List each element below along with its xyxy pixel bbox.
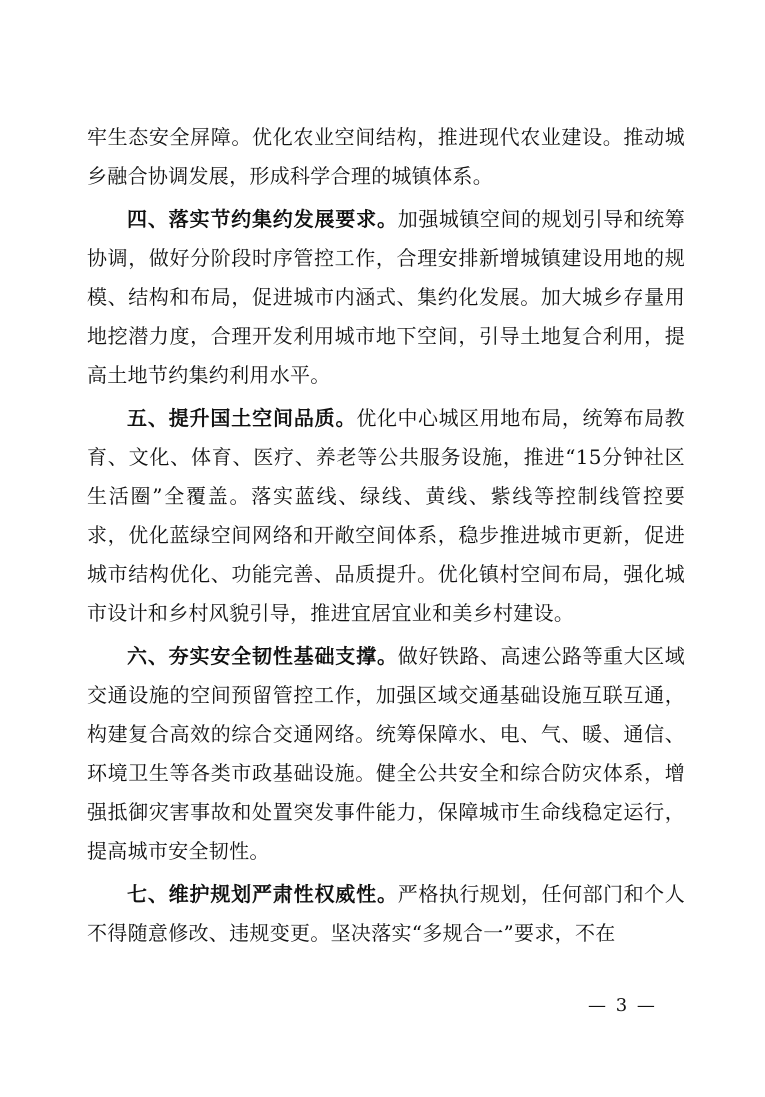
paragraph-text: 做好铁路、高速公路等重大区域交通设施的空间预留管控工作，加强区域交通基础设施互联互通，构建复合高效的综合交通网络。统筹保障水、电、气、暖、通信、环境卫生等各类市政基础设施。健全公共安全和综合防灾体系，增强抵御灾害事故和处置突发事件能力，保障城市生命线稳定运行，提高城市安全韧性。: [87, 644, 685, 863]
section-heading: 七、维护规划严肃性权威性。: [127, 882, 398, 906]
paragraph-section-6: [87, 637, 685, 871]
paragraph-text: 牢生态安全屏障。优化农业空间结构，推进现代农业建设。推动城乡融合协调发展，形成科学合理的城镇体系。: [87, 125, 685, 188]
paragraph-text: 加强城镇空间的规划引导和统筹协调，做好分阶段时序管控工作，合理安排新增城镇建设用地的规模、结构和布局，促进城市内涵式、集约化发展。加大城乡存量用地挖潜力度，合理开发利用城市地下空间，引导土地复合利用，提高土地节约集约利用水平。: [87, 207, 685, 387]
paragraph-text: 优化中心城区用地布局，统筹布局教育、文化、体育、医疗、养老等公共服务设施，推进“15分钟社区生活圈”全覆盖。落实蓝线、绿线、黄线、紫线等控制线管控要求，优化蓝绿空间网络和开敞空间体系，稳步推进城市更新，促进城市结构优化、功能完善、品质提升。优化镇村空间布局，强化城市设计和乡村风貌引导，推进宜居宜业和美乡村建设。: [87, 406, 685, 625]
paragraph-text: 严格执行规划，任何部门和个人不得随意修改、违规变更。坚决落实“多规合一”要求，不在: [87, 882, 685, 945]
paragraph-section-7: [87, 875, 685, 953]
page-number: — 3 —: [588, 995, 657, 1016]
section-heading: 五、提升国土空间品质。: [127, 406, 357, 430]
paragraph-section-4: [87, 200, 685, 395]
section-heading: 六、夯实安全韧性基础支撑。: [127, 644, 398, 668]
paragraph-continuation: [87, 118, 685, 196]
paragraph-section-5: [87, 399, 685, 633]
section-heading: 四、落实节约集约发展要求。: [127, 207, 398, 231]
document-body: [87, 118, 685, 953]
